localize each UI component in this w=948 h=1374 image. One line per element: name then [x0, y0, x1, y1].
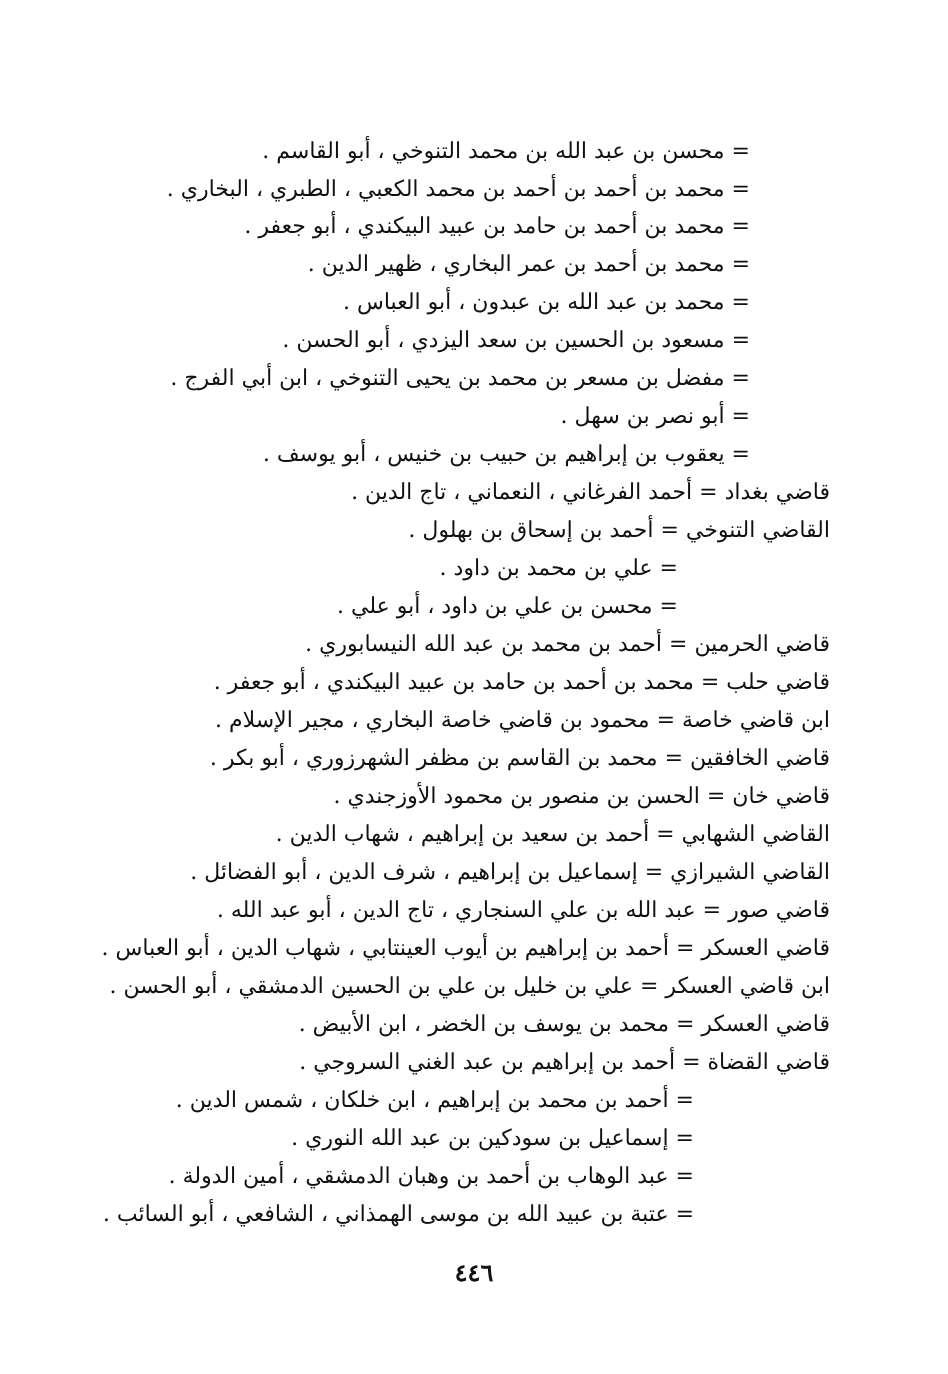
index-line: = عتبة بن عبيد الله بن موسى الهمذاني ، الشافعي ، أبو السائب .: [102, 1202, 694, 1227]
index-line: = إسماعيل بن سودكين بن عبد الله النوري .: [291, 1126, 694, 1151]
index-line: = أحمد بن محمد بن إبراهيم ، ابن خلكان ، شمس الدين .: [175, 1088, 694, 1113]
index-entry-heading: القاضي الشيرازي = إسماعيل بن إبراهيم ، شرف الدين ، أبو الفضائل .: [190, 860, 830, 885]
index-entry-heading: قاضي صور = عبد الله بن علي السنجاري ، تاج الدين ، أبو عبد الله .: [216, 898, 830, 923]
index-line: = مفضل بن مسعر بن محمد بن يحيى التنوخي ، ابن أبي الفرج .: [170, 366, 750, 391]
index-entry-heading: قاضي خان = الحسن بن منصور بن محمود الأوزجندي .: [333, 784, 830, 809]
index-entry-heading: قاضي العسكر = أحمد بن إبراهيم بن أيوب العينتابي ، شهاب الدين ، أبو العباس .: [101, 936, 830, 961]
index-entry-heading: قاضي القضاة = أحمد بن إبراهيم بن عبد الغني السروجي .: [299, 1050, 830, 1075]
index-entry-heading: قاضي حلب = محمد بن أحمد بن حامد بن عبيد البيكندي ، أبو جعفر .: [213, 670, 830, 695]
index-entry-heading: القاضي الشهابي = أحمد بن سعيد بن إبراهيم ، شهاب الدين .: [275, 822, 830, 847]
index-line: = علي بن محمد بن داود .: [439, 556, 678, 581]
index-entry-heading: ابن قاضي العسكر = علي بن خليل بن علي بن الحسين الدمشقي ، أبو الحسن .: [109, 974, 830, 999]
page-number: ٤٤٦: [454, 1258, 494, 1287]
index-line: = عبد الوهاب بن أحمد بن وهبان الدمشقي ، أمين الدولة .: [168, 1164, 694, 1189]
index-line: = محمد بن أحمد بن حامد بن عبيد البيكندي ، أبو جعفر .: [244, 214, 750, 239]
index-entry-heading: القاضي التنوخي = أحمد بن إسحاق بن بهلول .: [408, 518, 830, 543]
index-entry-heading: قاضي الخافقين = محمد بن القاسم بن مظفر الشهرزوري ، أبو بكر .: [209, 746, 830, 771]
index-line: = محمد بن أحمد بن عمر البخاري ، ظهير الدين .: [307, 252, 750, 277]
index-line: = محمد بن عبد الله بن عبدون ، أبو العباس .: [343, 290, 750, 315]
index-line: = محمد بن أحمد بن أحمد بن محمد الكعبي ، الطبري ، البخاري .: [166, 177, 750, 202]
index-line: = يعقوب بن إبراهيم بن حبيب بن خنيس ، أبو يوسف .: [262, 442, 750, 467]
index-line: = مسعود بن الحسين بن سعد اليزدي ، أبو الحسن .: [282, 328, 750, 353]
index-entry-heading: قاضي العسكر = محمد بن يوسف بن الخضر ، ابن الأبيض .: [298, 1012, 830, 1037]
index-line: = محسن بن علي بن داود ، أبو علي .: [337, 594, 678, 619]
index-entry-heading: قاضي بغداد = أحمد الفرغاني ، النعماني ، تاج الدين .: [351, 480, 830, 505]
index-entry-heading: قاضي الحرمين = أحمد بن محمد بن عبد الله النيسابوري .: [305, 632, 830, 657]
index-line: = أبو نصر بن سهل .: [560, 404, 750, 429]
index-entry-heading: ابن قاضي خاصة = محمود بن قاضي خاصة البخاري ، مجير الإسلام .: [214, 708, 830, 733]
index-line: = محسن بن عبد الله بن محمد التنوخي ، أبو القاسم .: [262, 139, 750, 164]
